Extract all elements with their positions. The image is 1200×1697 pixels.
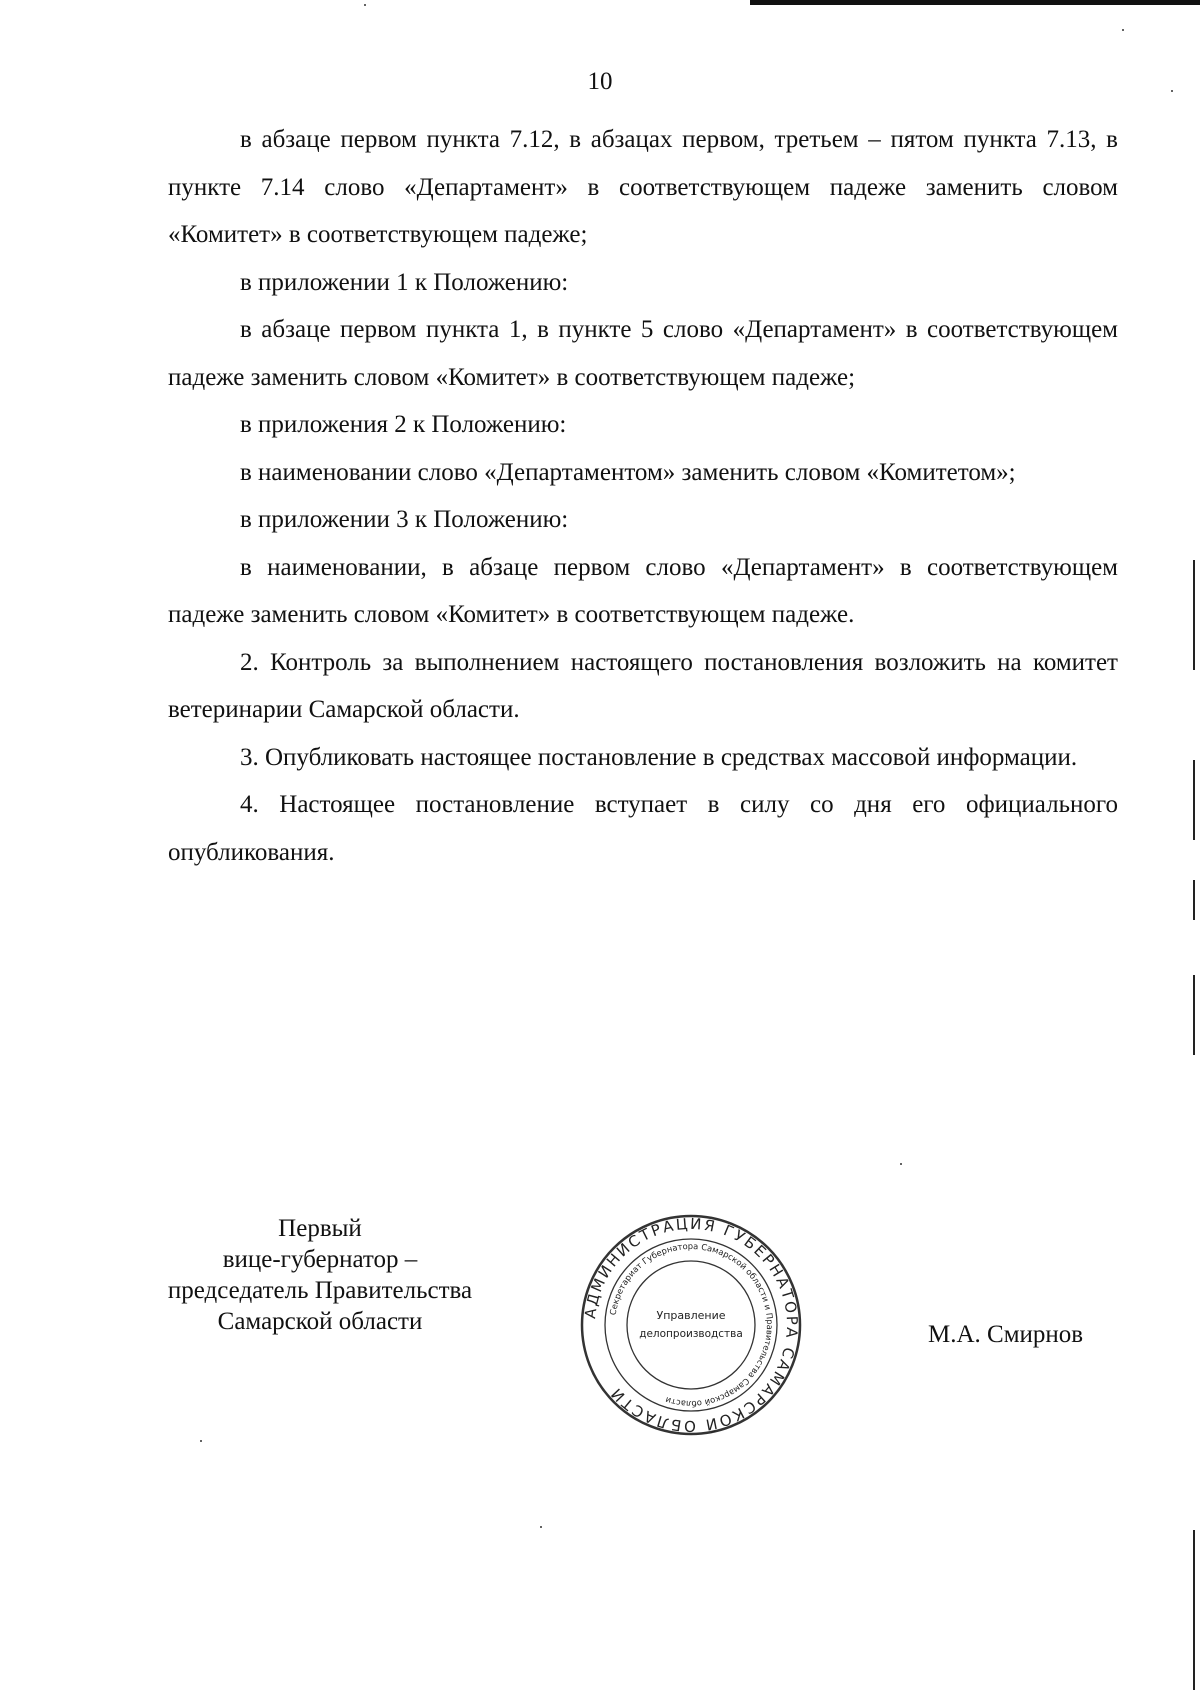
scan-speck bbox=[1122, 29, 1124, 31]
paragraph: 3. Опубликовать настоящее постановление в средствах массовой информации. bbox=[240, 743, 1078, 771]
scan-edge-right bbox=[1193, 760, 1195, 840]
scan-speck bbox=[900, 1163, 902, 1165]
signatory-title-line: председатель Правительства bbox=[167, 1277, 473, 1304]
scan-edge-right bbox=[1193, 880, 1195, 920]
page-number: 10 bbox=[587, 68, 613, 95]
signatory-title-line: Первый bbox=[278, 1215, 362, 1242]
document-body bbox=[168, 116, 1118, 876]
paragraph: в абзаце первом пункта 7.12, в абзацах первом, третьем – пятом пункта 7.13, в пункте 7.14 слово «Департамент» в соответствующем падеже заменить словом «Комитет» в соответствующем падеже; bbox=[168, 126, 1118, 248]
signatory-title bbox=[140, 1213, 500, 1337]
seal-center-line: делопроизводства bbox=[639, 1328, 743, 1340]
signatory-name: М.А. Смирнов bbox=[928, 1321, 1084, 1348]
seal-center-line: Управление bbox=[656, 1309, 726, 1322]
paragraph: 2. Контроль за выполнением настоящего постановления возложить на комитет ветеринарии Самарской области. bbox=[168, 648, 1118, 723]
signatory-title-line: Самарской области bbox=[217, 1308, 423, 1335]
official-seal bbox=[579, 1213, 803, 1437]
seal-inner-text: Секретариат Губернатора Самарской области и Правительства Самарской области bbox=[607, 1240, 776, 1410]
paragraph: в наименовании слово «Департаментом» заменить словом «Комитетом»; bbox=[240, 458, 1016, 486]
paragraph: в приложении 3 к Положению: bbox=[240, 506, 569, 533]
scan-edge-top bbox=[750, 0, 1200, 5]
scan-speck bbox=[200, 1440, 202, 1442]
paragraph: в наименовании, в абзаце первом слово «Департамент» в соответствующем падеже заменить словом «Комитет» в соответствующем падеже. bbox=[168, 553, 1118, 628]
paragraph: в приложении 1 к Положению: bbox=[240, 268, 569, 296]
scan-speck bbox=[364, 4, 366, 6]
paragraph: в абзаце первом пункта 1, в пункте 5 слово «Департамент» в соответствующем падеже заменить словом «Комитет» в соответствующем падеже; bbox=[168, 316, 1118, 391]
signatory-title-line: вице-губернатор – bbox=[222, 1246, 418, 1273]
paragraph: в приложения 2 к Положению: bbox=[240, 411, 567, 438]
scan-speck bbox=[540, 1526, 542, 1528]
scan-edge-right bbox=[1193, 975, 1195, 1055]
paragraph: 4. Настоящее постановление вступает в силу со дня его официального опубликования. bbox=[168, 791, 1118, 866]
scan-edge-right bbox=[1193, 560, 1195, 670]
seal-outer-text: АДМИНИСТРАЦИЯ ГУБЕРНАТОРА САМАРСКОЙ ОБЛАСТИ bbox=[581, 1214, 802, 1436]
scan-edge-right bbox=[1193, 1530, 1195, 1690]
svg-text:Секретариат Губернатора Самарс bbox=[608, 1241, 775, 1409]
